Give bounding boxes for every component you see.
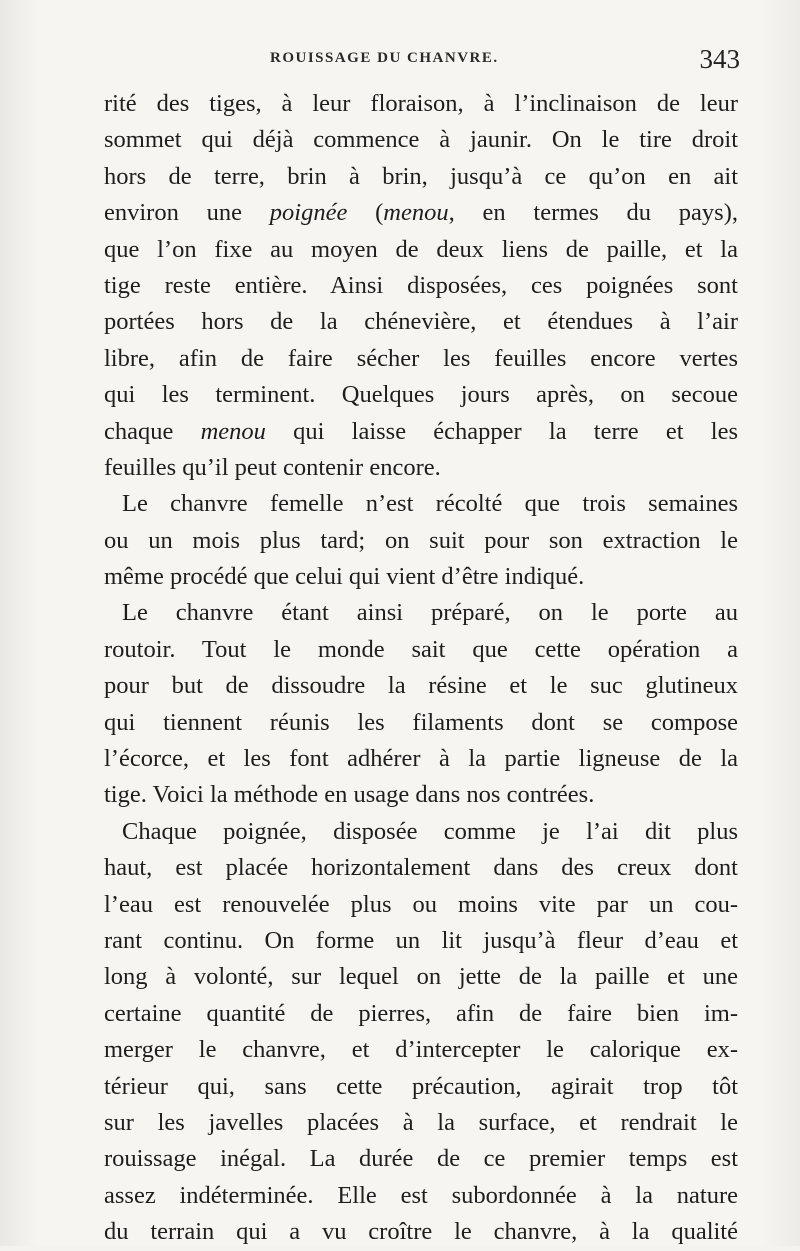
text-line: ou un mois plus tard; on suit pour son extraction le xyxy=(104,526,738,554)
text-segment: qui laisse échapper la terre et les xyxy=(265,417,738,445)
text-segment: ( xyxy=(347,199,384,227)
text-line: qui tiennent réunis les filaments dont se compose xyxy=(104,708,738,736)
running-head xyxy=(90,44,740,80)
text-line: tige. Voici la méthode en usage dans nos contrées. xyxy=(104,781,595,809)
text-line: même procédé que celui qui vient d’être indiqué. xyxy=(104,563,585,591)
text-line: libre, afin de faire sécher les feuilles encore vertes xyxy=(104,344,738,372)
text-line: hors de terre, brin à brin, jusqu’à ce qu’on en ait xyxy=(104,162,738,190)
text-line: l’écorce, et les font adhérer à la partie ligneuse de la xyxy=(104,745,738,773)
text-line: que l’on fixe au moyen de deux liens de paille, et la xyxy=(104,235,738,263)
running-title: ROUISSAGE DU CHANVRE. xyxy=(270,50,499,66)
text-line: certaine quantité de pierres, afin de faire bien im- xyxy=(104,999,738,1027)
text-segment: environ une xyxy=(104,199,270,227)
text-segment: chaque xyxy=(104,417,201,445)
text-line: térieur qui, sans cette précaution, agirait trop tôt xyxy=(104,1072,738,1100)
paragraph-start-line: Chaque poignée, disposée comme je l’ai dit plus xyxy=(122,817,738,845)
text-line: rité des tiges, à leur floraison, à l’inclinaison de leur xyxy=(104,90,738,117)
text-line: long à volonté, sur lequel on jette de la paille et une xyxy=(104,963,738,991)
text-line: pour but de dissoudre la résine et le suc glutineux xyxy=(104,672,738,700)
text-line: feuilles qu’il peut contenir encore. xyxy=(104,453,441,481)
text-line: rouissage inégal. La durée de ce premier temps est xyxy=(104,1145,738,1173)
text-line: assez indéterminée. Elle est subordonnée à la nature xyxy=(104,1181,738,1209)
italic-term: menou xyxy=(200,417,266,445)
text-line: sommet qui déjà commence à jaunir. On le tire droit xyxy=(104,126,738,154)
text-line: l’eau est renouvelée plus ou moins vite par un cou- xyxy=(104,890,738,918)
paragraph-start-line: Le chanvre femelle n’est récolté que trois semaines xyxy=(122,490,738,518)
page-number: 343 xyxy=(699,44,740,74)
text-line: rant continu. On forme un lit jusqu’à fleur d’eau et xyxy=(104,926,738,954)
text-line: tige reste entière. Ainsi disposées, ces poignées sont xyxy=(104,271,738,299)
text-line xyxy=(104,414,738,450)
text-line: routoir. Tout le monde sait que cette opération a xyxy=(104,635,738,663)
text-line: sur les javelles placées à la surface, et rendrait le xyxy=(104,1108,738,1136)
text-segment: , en termes du pays), xyxy=(448,199,738,227)
paragraph-start-line: Le chanvre étant ainsi préparé, on le porte au xyxy=(122,599,738,627)
italic-term: menou xyxy=(383,199,449,227)
text-line: haut, est placée horizontalement dans des creux dont xyxy=(104,854,738,882)
body-text xyxy=(104,86,738,1251)
text-line: merger le chanvre, et d’intercepter le calorique ex- xyxy=(104,1036,738,1064)
text-line: du terrain qui a vu croître le chanvre, à la qualité xyxy=(104,1218,738,1246)
text-line xyxy=(104,195,738,231)
italic-term: poignée xyxy=(269,199,348,227)
text-line: portées hors de la chénevière, et étendues à l’air xyxy=(104,308,738,336)
text-line: qui les terminent. Quelques jours après, on secoue xyxy=(104,381,738,409)
